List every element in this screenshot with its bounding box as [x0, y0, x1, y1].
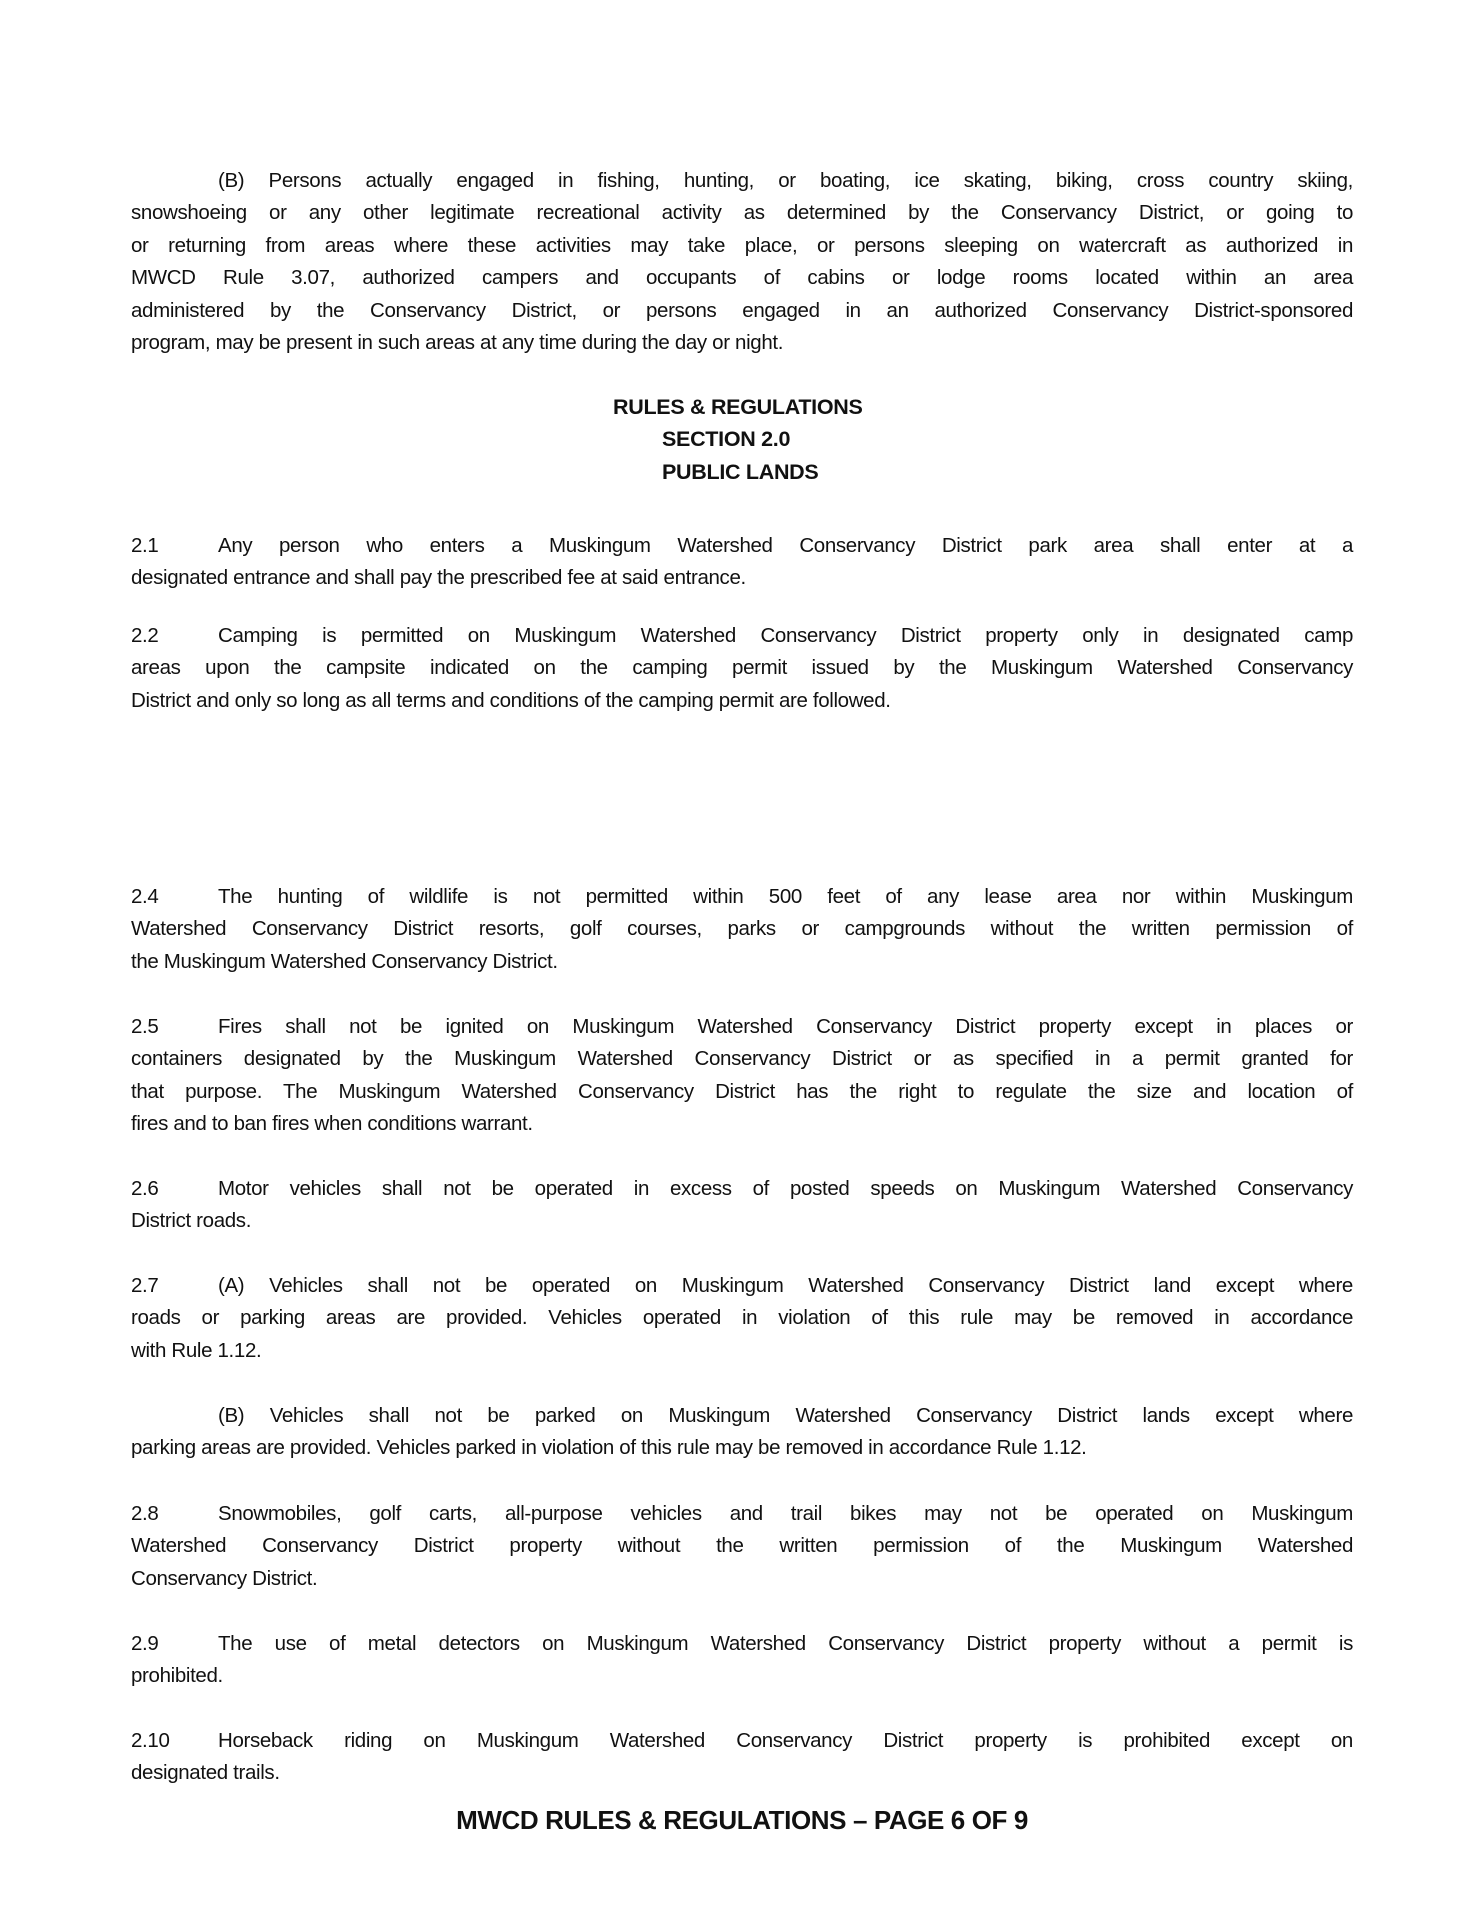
section-first-line — [131, 1628, 1353, 1660]
page-footer: MWCD RULES & REGULATIONS – PAGE 6 OF 9 — [456, 1805, 1028, 1835]
text-line: with Rule 1.12. — [131, 1339, 262, 1362]
section-first-line — [131, 530, 1353, 562]
text-line: roads or parking areas are provided. Vehicles operated in violation of this rule may be removed in accordance — [131, 1306, 1353, 1329]
section-text: Horseback riding on Muskingum Watershed Conservancy District property is prohibited except on — [218, 1729, 1353, 1752]
text-line: the Muskingum Watershed Conservancy District. — [131, 950, 558, 973]
text-line: areas upon the campsite indicated on the camping permit issued by the Muskingum Watershed Conservancy — [131, 656, 1353, 679]
text-line: Watershed Conservancy District property without the written permission of the Muskingum Watershed — [131, 1534, 1353, 1557]
section-text: The use of metal detectors on Muskingum Watershed Conservancy District property without a permit is — [218, 1632, 1353, 1655]
section-first-line — [131, 1725, 1353, 1757]
text-line: MWCD Rule 3.07, authorized campers and occupants of cabins or lodge rooms located within an area — [131, 266, 1353, 289]
section-text: The hunting of wildlife is not permitted within 500 feet of any lease area nor within Muskingum — [218, 885, 1353, 908]
section-text: Motor vehicles shall not be operated in excess of posted speeds on Muskingum Watershed Conservancy — [218, 1177, 1353, 1200]
text-line: designated trails. — [131, 1761, 280, 1784]
section-first-line — [131, 1173, 1353, 1205]
section-text: Snowmobiles, golf carts, all-purpose vehicles and trail bikes may not be operated on Muskingum — [218, 1502, 1353, 1525]
section-text: (A) Vehicles shall not be operated on Muskingum Watershed Conservancy District land except where — [218, 1274, 1353, 1297]
heading-section-number: SECTION 2.0 — [662, 427, 791, 451]
text-line: District roads. — [131, 1209, 252, 1232]
text-line: Conservancy District. — [131, 1567, 318, 1590]
text-line: parking areas are provided. Vehicles parked in violation of this rule may be removed in accordance Rule 1.12. — [131, 1436, 1087, 1459]
text-line: snowshoeing or any other legitimate recreational activity as determined by the Conservancy District, or going to — [131, 201, 1353, 224]
heading-rules-regulations: RULES & REGULATIONS — [613, 395, 863, 419]
section-number: 2.7 — [131, 1274, 159, 1297]
text-line: administered by the Conservancy District, or persons engaged in an authorized Conservancy District-sponsored — [131, 299, 1353, 322]
section-text: Fires shall not be ignited on Muskingum Watershed Conservancy District property except in places or — [218, 1015, 1353, 1038]
text-line: program, may be present in such areas at any time during the day or night. — [131, 331, 784, 354]
section-text: Camping is permitted on Muskingum Watershed Conservancy District property only in designated camp — [218, 624, 1353, 647]
section-number: 2.1 — [131, 534, 159, 557]
section-first-line — [131, 1270, 1353, 1302]
section-number: 2.9 — [131, 1632, 159, 1655]
section-text: Any person who enters a Muskingum Watershed Conservancy District park area shall enter at a — [218, 534, 1353, 557]
section-number: 2.10 — [131, 1729, 170, 1752]
text-line: designated entrance and shall pay the prescribed fee at said entrance. — [131, 566, 746, 589]
section-number: 2.4 — [131, 885, 159, 908]
text-line: or returning from areas where these activities may take place, or persons sleeping on watercraft as authorized in — [131, 234, 1353, 257]
text-line: (B) Persons actually engaged in fishing, hunting, or boating, ice skating, biking, cross country skiing, — [218, 169, 1353, 192]
section-number: 2.8 — [131, 1502, 159, 1525]
subsection-b-first-line: (B) Vehicles shall not be parked on Muskingum Watershed Conservancy District lands except where — [218, 1404, 1353, 1427]
section-first-line — [131, 881, 1353, 913]
section-number: 2.6 — [131, 1177, 159, 1200]
heading-public-lands: PUBLIC LANDS — [662, 460, 819, 484]
section-number: 2.5 — [131, 1015, 159, 1038]
text-line: containers designated by the Muskingum Watershed Conservancy District or as specified in a permit granted for — [131, 1047, 1353, 1070]
section-first-line — [131, 1498, 1353, 1530]
text-line: District and only so long as all terms and conditions of the camping permit are followed. — [131, 689, 891, 712]
text-line: that purpose. The Muskingum Watershed Conservancy District has the right to regulate the size and location of — [131, 1080, 1353, 1103]
text-line: prohibited. — [131, 1664, 223, 1687]
text-line: Watershed Conservancy District resorts, golf courses, parks or campgrounds without the written permission of — [131, 917, 1353, 940]
text-line: fires and to ban fires when conditions warrant. — [131, 1112, 533, 1135]
section-first-line — [131, 1011, 1353, 1043]
section-number: 2.2 — [131, 624, 159, 647]
section-first-line — [131, 620, 1353, 652]
